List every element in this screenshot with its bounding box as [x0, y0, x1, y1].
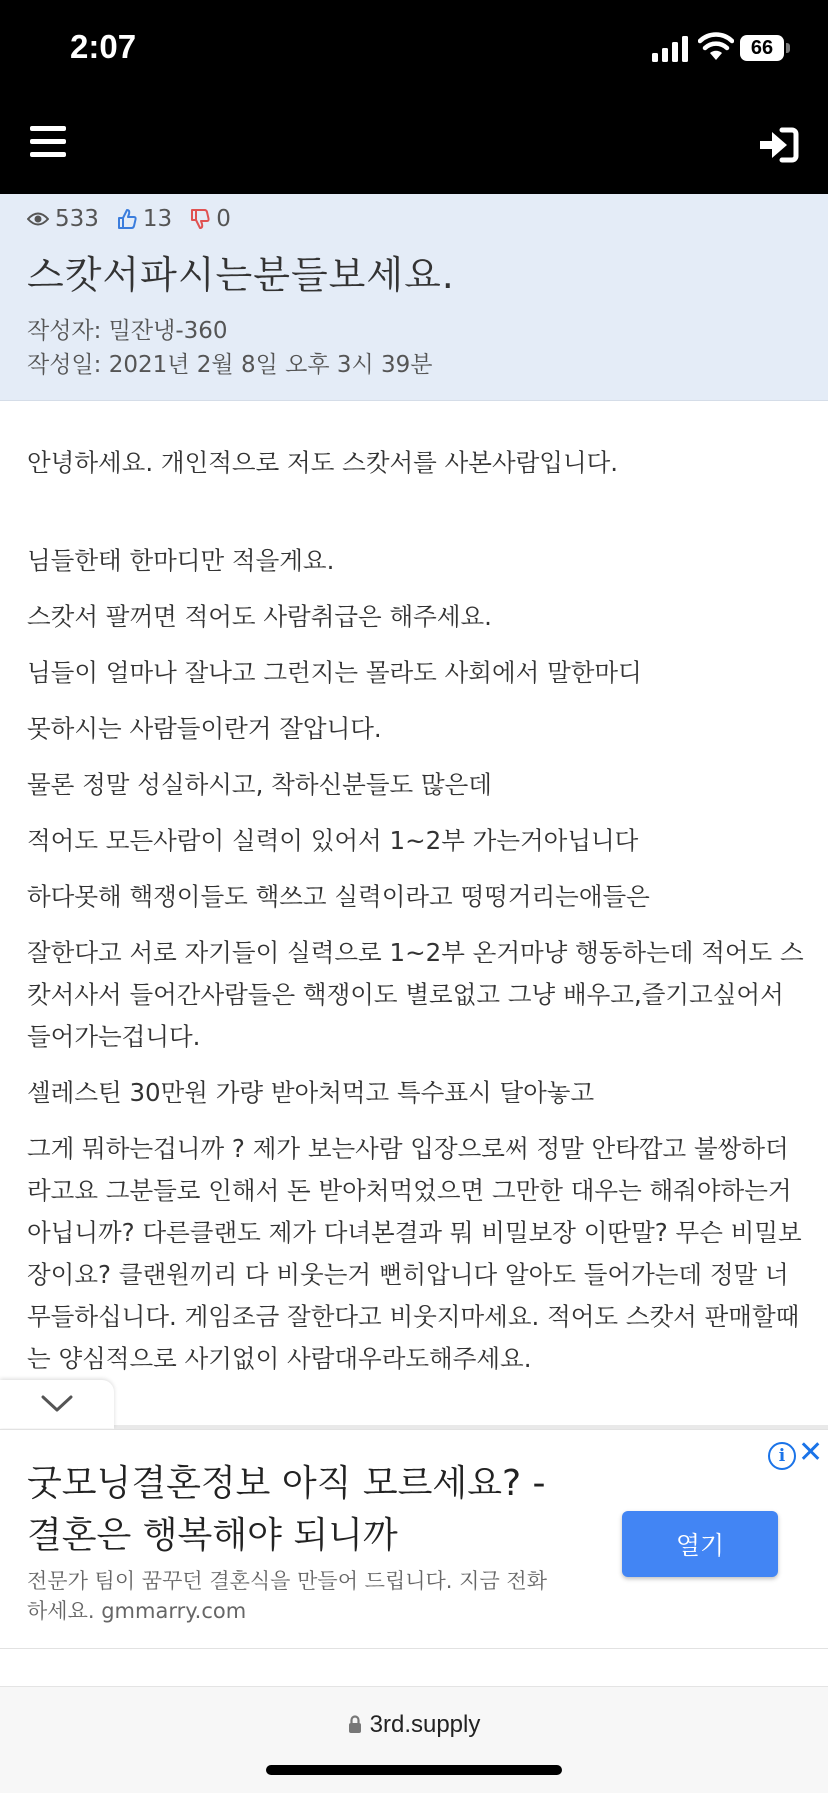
ad-collapse-tab[interactable] — [0, 1380, 114, 1428]
login-icon[interactable] — [758, 124, 800, 166]
post-title: 스캇서파시는분들보세요. — [27, 253, 455, 297]
thumbs-up-icon[interactable] — [117, 208, 137, 230]
battery-cap — [786, 43, 790, 53]
content-paragraph: 못하시는 사람들이란거 잘압니다. — [27, 714, 382, 743]
post-author: 작성자: 밀잔냉-360 — [27, 318, 228, 344]
content-paragraph: 안녕하세요. 개인적으로 저도 스캇서를 사본사람입니다. — [27, 448, 619, 477]
status-time: 2:07 — [70, 28, 137, 65]
status-bar — [0, 0, 828, 100]
ad-description: 전문가 팀이 꿈꾸던 결혼식을 만들어 드립니다. 지금 전화하세요. gmmarry.com — [27, 1569, 547, 1623]
thumbs-down-icon[interactable] — [190, 208, 210, 230]
content-paragraph: 님들이 얼마나 잘나고 그런지는 몰라도 사회에서 말한마디 — [27, 658, 642, 687]
ad-banner — [0, 1429, 828, 1649]
battery-indicator: 66 — [740, 35, 784, 61]
content-paragraph: 하다못해 핵쟁이들도 핵쓰고 실력이라고 떵떵거리는애들은 — [27, 882, 650, 911]
lock-icon — [348, 1714, 362, 1734]
post-stats — [27, 204, 249, 234]
site-navbar — [0, 100, 828, 194]
wifi-icon — [698, 32, 734, 62]
post-header — [0, 194, 828, 401]
content-paragraph: 님들한태 한마디만 적을게요. — [27, 546, 335, 575]
content-paragraph: 셀레스틴 30만원 가량 받아처먹고 특수표시 달아놓고 — [27, 1078, 595, 1107]
content-paragraph: 적어도 모든사람이 실력이 있어서 1~2부 가는거아닙니다 — [27, 826, 639, 855]
cellular-signal-icon — [652, 36, 690, 62]
browser-address-bar[interactable] — [0, 1686, 828, 1793]
post-content — [27, 442, 807, 1394]
eye-icon — [27, 211, 49, 227]
ad-title[interactable]: 굿모닝결혼정보 아직 모르세요? - 결혼은 행복해야 되니까 — [27, 1463, 546, 1556]
post-date: 작성일: 2021년 2월 8일 오후 3시 39분 — [27, 352, 433, 378]
dislike-count: 0 — [216, 206, 231, 232]
content-paragraph: 잘한다고 서로 자기들이 실력으로 1~2부 온거마냥 행동하는데 적어도 스캇서사서 들어간사람들은 핵쟁이도 별로없고 그냥 배우고,즐기고싶어서 들어가는겁니다. — [27, 938, 804, 1051]
ad-open-button[interactable]: 열기 — [622, 1511, 778, 1577]
url-text: 3rd.supply — [369, 1711, 481, 1738]
chevron-down-icon — [40, 1394, 74, 1414]
view-count: 533 — [55, 206, 99, 232]
url-display[interactable] — [0, 1711, 828, 1739]
hamburger-menu-icon[interactable] — [30, 126, 66, 162]
content-paragraph: 스캇서 팔꺼면 적어도 사람취급은 해주세요. — [27, 602, 492, 631]
content-paragraph: 물론 정말 성실하시고, 착하신분들도 많은데 — [27, 770, 492, 799]
like-count: 13 — [142, 206, 173, 232]
home-indicator — [266, 1765, 562, 1775]
ad-close-icon[interactable]: ✕ — [798, 1435, 824, 1470]
content-paragraph: 그게 뭐하는겁니까 ? 제가 보는사람 입장으로써 정말 안타깝고 불쌍하더라고요 그분들로 인해서 돈 받아처먹었으면 그만한 대우는 해줘야하는거 아닙니까? 다른클랜도 제가 다녀본결과 뭐 비밀보장 이딴말? 무슨 비밀보장이요? 클랜원끼리 다 비웃는거 뻔히압니다 알아도 들어가는데 정말 너무들하십니다. 게임조금 잘한다고 비웃지마세요. 적어도 스캇서 판매할때는 양심적으로 사기없이 사람대우라도해주세요. — [27, 1134, 802, 1373]
ad-info-icon[interactable]: i — [768, 1442, 796, 1470]
